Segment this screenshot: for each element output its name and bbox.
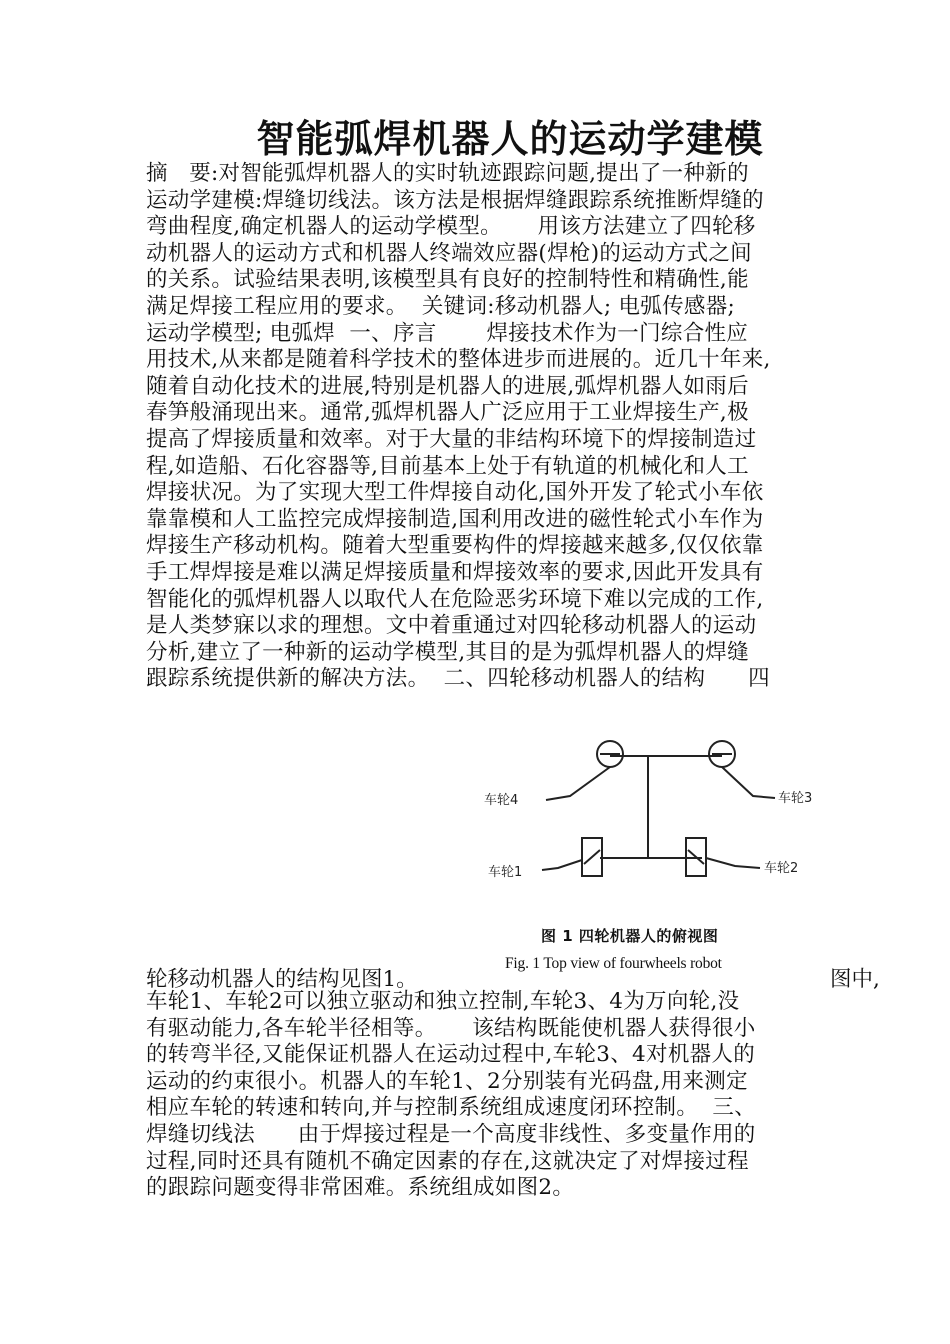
wheel-label-1: 车轮1 [488, 865, 523, 880]
wheel-1-leader [542, 860, 582, 870]
text-line: 运动学模型; 电弧焊 一、序言 焊接技术作为一门综合性应 [146, 320, 749, 346]
text-line: 过程,同时还具有随机不确定因素的存在,这就决定了对焊接过程 [146, 1148, 749, 1174]
text-line: 的跟踪问题变得非常困难。系统组成如图2。 [146, 1175, 575, 1201]
figure-caption-chinese: 图 1 四轮机器人的俯视图 [541, 927, 719, 945]
paper-title: 智能弧焊机器人的运动学建模 [256, 116, 764, 161]
figure-ref-text: 轮移动机器人的结构见图1。 [146, 967, 418, 992]
wheel-2-leader [706, 858, 760, 868]
text-line: 运动学建模:焊缝切线法。该方法是根据焊缝跟踪系统推断焊缝的 [146, 187, 764, 213]
text-line: 随着自动化技术的进展,特别是机器人的进展,弧焊机器人如雨后 [146, 373, 749, 399]
text-line: 有驱动能力,各车轮半径相等。 该结构既能使机器人获得很小 [146, 1015, 756, 1041]
figure-caption-english: Fig. 1 Top view of fourwheels robot [505, 955, 722, 972]
text-line: 提高了焊接质量和效率。对于大量的非结构环境下的焊接制造过 [146, 426, 757, 452]
text-line: 跟踪系统提供新的解决方法。 二、四轮移动机器人的结构 四 [146, 666, 770, 692]
text-line: 的关系。试验结果表明,该模型具有良好的控制特性和精确性,能 [146, 267, 749, 293]
robot-diagram [470, 738, 870, 918]
text-line: 焊接状况。为了实现大型工件焊接自动化,国外开发了轮式小车依 [146, 480, 764, 506]
wheel-4-leader [546, 767, 610, 800]
body-text-block-1 [146, 161, 886, 693]
text-line: 是人类梦寐以求的理想。文中着重通过对四轮移动机器人的运动 [146, 613, 757, 639]
text-line: 焊接生产移动机构。随着大型重要构件的焊接越来越多,仅仅依靠 [146, 533, 764, 559]
text-line: 靠靠模和人工监控完成焊接制造,国利用改进的磁性轮式小车作为 [146, 506, 764, 532]
text-line: 分析,建立了一种新的运动学模型,其目的是为弧焊机器人的焊缝 [146, 639, 749, 665]
text-line: 手工焊焊接是难以满足焊接质量和焊接效率的要求,因此开发具有 [146, 559, 764, 585]
figure-1-robot-top-view [470, 738, 870, 988]
text-line: 焊缝切线法 由于焊接过程是一个高度非线性、多变量作用的 [146, 1121, 756, 1147]
text-line: 车轮1、车轮2可以独立驱动和独立控制,车轮3、4为万向轮,没 [146, 989, 740, 1014]
text-line: 弯曲程度,确定机器人的运动学模型。 用该方法建立了四轮移 [146, 214, 756, 240]
text-line: 运动的约束很小。机器人的车轮1、2分别装有光码盘,用来测定 [146, 1068, 748, 1094]
text-line: 的转弯半径,又能保证机器人在运动过程中,车轮3、4对机器人的 [146, 1042, 756, 1068]
text-line: 相应车轮的转速和转向,并与控制系统组成速度闭环控制。 三、 [146, 1095, 757, 1121]
wheel-label-3: 车轮3 [778, 791, 813, 806]
text-line: 满足焊接工程应用的要求。 关键词:移动机器人; 电弧传感器; [146, 293, 736, 319]
text-line: 动机器人的运动方式和机器人终端效应器(焊枪)的运动方式之间 [146, 240, 752, 266]
text-line: 摘 要:对智能弧焊机器人的实时轨迹跟踪问题,提出了一种新的 [146, 161, 749, 186]
text-line: 用技术,从来都是随着科学技术的整体进步而进展的。近几十年来, [146, 347, 771, 373]
wheel-label-4: 车轮4 [484, 793, 519, 808]
wheel-label-2: 车轮2 [764, 861, 799, 876]
figure-ref-continuation: 图中, [830, 967, 880, 992]
text-line: 程,如造船、石化容器等,目前基本上处于有轨道的机械化和人工 [146, 453, 749, 479]
body-text-block-2 [146, 989, 886, 1202]
text-line: 春笋般涌现出来。通常,弧焊机器人广泛应用于工业焊接生产,极 [146, 400, 749, 426]
text-line: 智能化的弧焊机器人以取代人在危险恶劣环境下难以完成的工作, [146, 586, 764, 612]
wheel-3-leader [722, 767, 775, 798]
